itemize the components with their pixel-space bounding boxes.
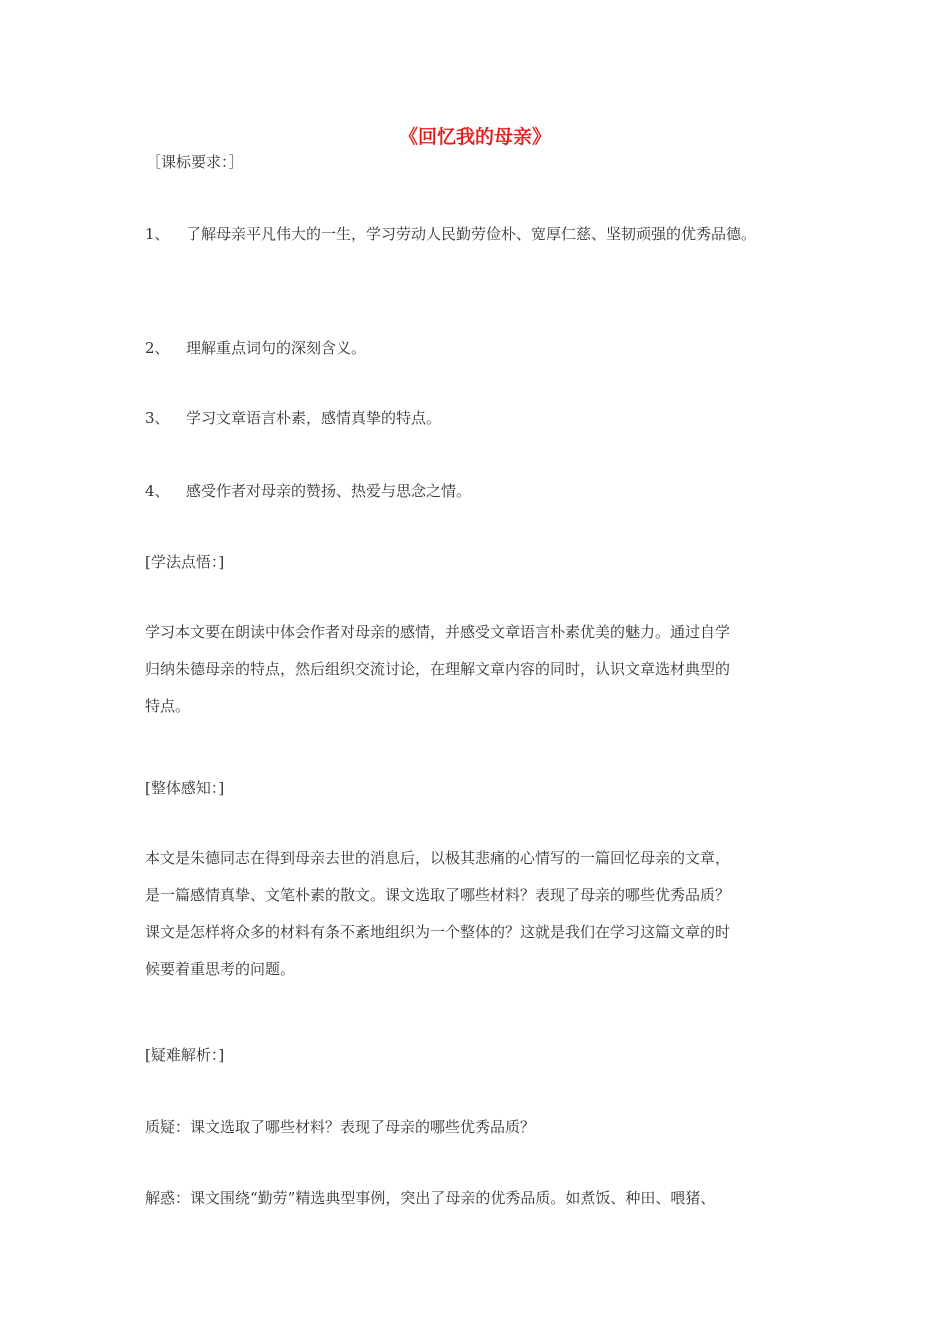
list-item-text: 了解母亲平凡伟大的一生，学习劳动人民勤劳俭朴、宽厚仁慈、坚韧顽强的优秀品德。	[186, 225, 757, 243]
list-item-text: 理解重点词句的深刻含义。	[186, 339, 367, 357]
analysis-heading: [疑难解析：]	[145, 1046, 225, 1064]
document-title: 《回忆我的母亲》	[398, 126, 551, 148]
list-item-number: 4、	[145, 482, 170, 500]
list-item-text: 学习文章语言朴素，感情真挚的特点。	[186, 409, 442, 427]
paragraph-line: 本文是朱德同志在得到母亲去世的消息后，以极其悲痛的心情写的一篇回忆母亲的文章，	[145, 849, 731, 867]
curriculum-heading: ［课标要求：］	[146, 153, 244, 171]
paragraph-line: 归纳朱德母亲的特点，然后组织交流讨论，在理解文章内容的同时，认识文章选材典型的	[145, 660, 731, 678]
overview-paragraph	[145, 840, 810, 988]
analysis-question: 质疑：课文选取了哪些材料？表现了母亲的哪些优秀品质？	[145, 1118, 536, 1136]
method-paragraph	[145, 614, 810, 725]
list-item-number: 1、	[145, 225, 170, 243]
paragraph-line: 特点。	[145, 697, 191, 715]
paragraph-line: 学习本文要在朗读中体会作者对母亲的感情，并感受文章语言朴素优美的魅力。通过自学	[145, 623, 731, 641]
analysis-answer: 解惑：课文围绕“勤劳”精选典型事例，突出了母亲的优秀品质。如煮饭、种田、喂猪、	[145, 1189, 716, 1207]
list-item-text: 感受作者对母亲的赞扬、热爱与思念之情。	[186, 482, 472, 500]
overview-heading: [整体感知：]	[145, 779, 225, 797]
paragraph-line: 课文是怎样将众多的材料有条不紊地组织为一个整体的？这就是我们在学习这篇文章的时	[145, 923, 731, 941]
method-heading: [学法点悟：]	[145, 553, 225, 571]
paragraph-line: 候要着重思考的问题。	[145, 960, 296, 978]
list-item-number: 3、	[145, 409, 170, 427]
list-item-number: 2、	[145, 339, 170, 357]
paragraph-line: 是一篇感情真挚、文笔朴素的散文。课文选取了哪些材料？表现了母亲的哪些优秀品质？	[145, 886, 731, 904]
